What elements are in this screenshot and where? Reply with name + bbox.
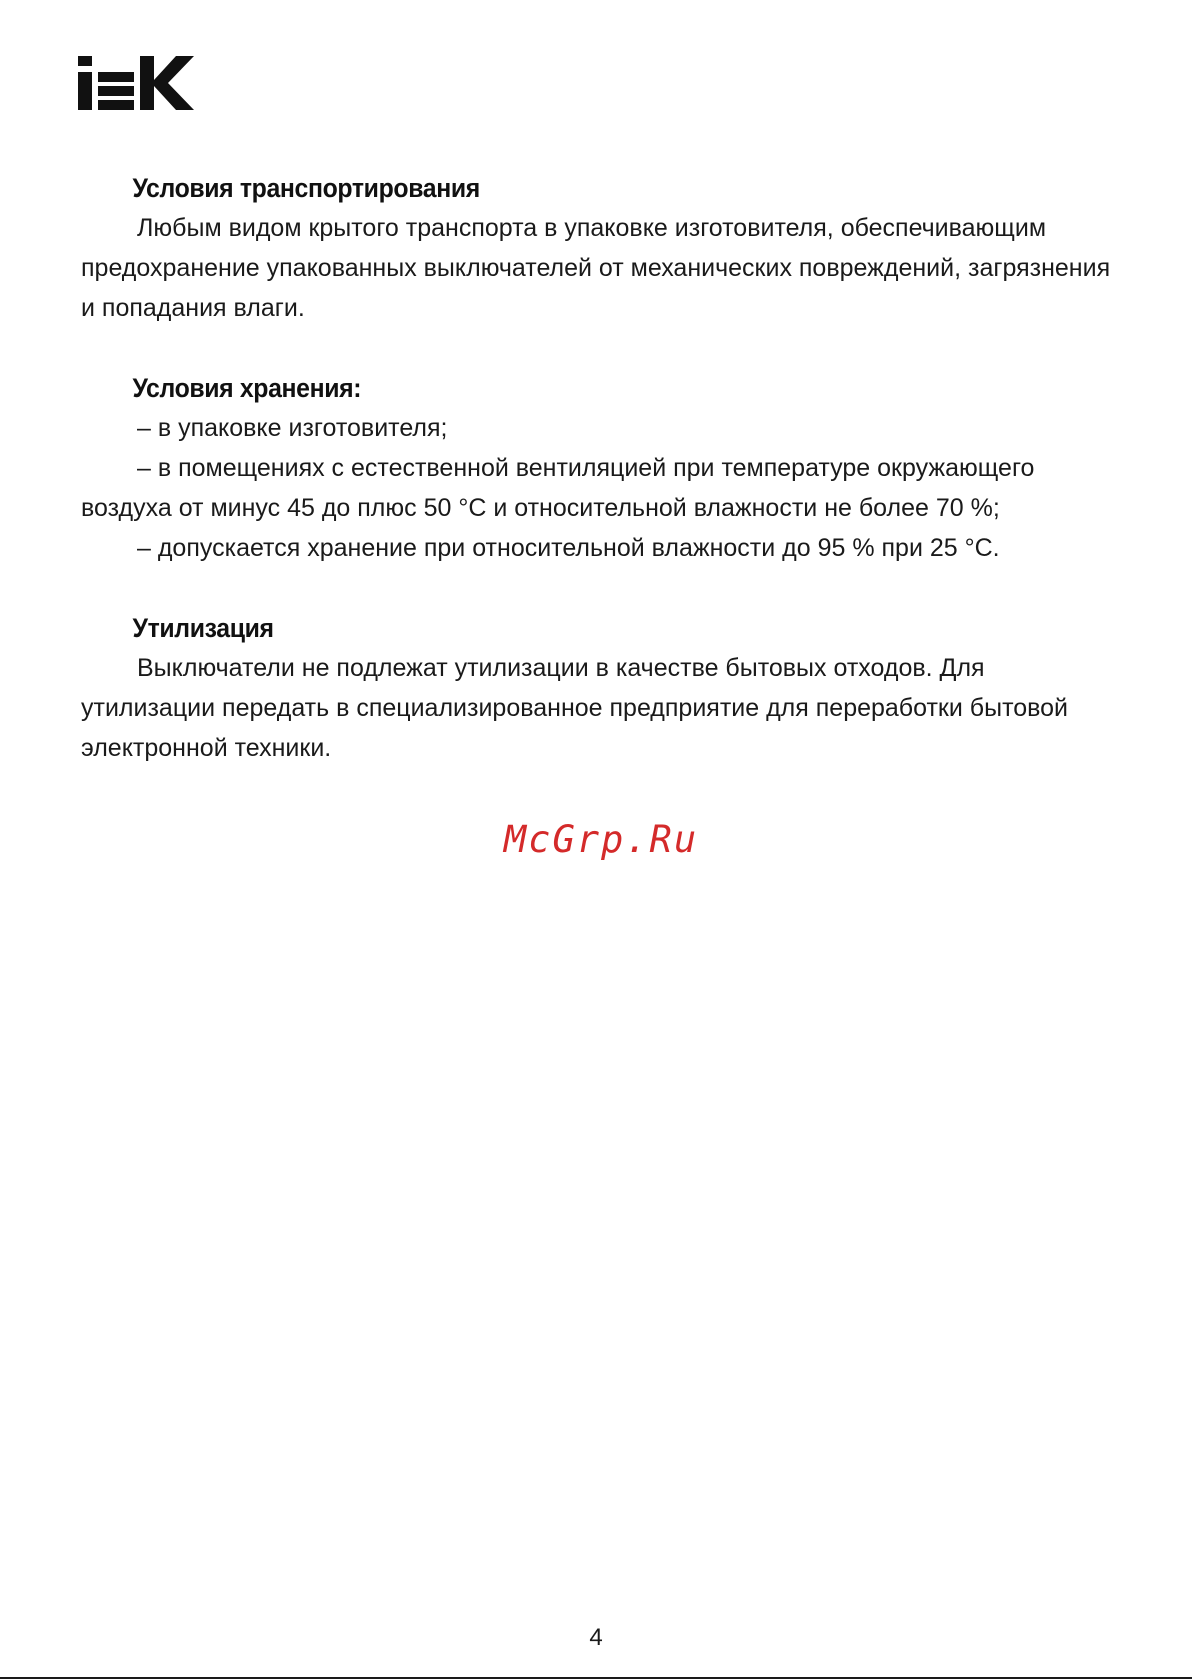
iek-logo — [78, 56, 194, 110]
page-number: 4 — [589, 1624, 603, 1651]
iek-logo-icon — [78, 56, 194, 110]
document-body — [81, 168, 1121, 808]
section-heading: Условия хранения: — [132, 373, 362, 403]
watermark: McGrp.Ru — [503, 818, 699, 861]
section-heading: Условия транспортирования — [132, 173, 480, 203]
section-paragraph: Выключатели не подлежат утилизации в качестве бытовых отходов. Для утилизации передать в специализированное предприятие для переработки бытовой электронной техники. — [81, 654, 1069, 762]
section-storage — [81, 368, 1121, 568]
section-paragraph: Любым видом крытого транспорта в упаковке изготовителя, обеспечивающим предохранение упакованных выключателей от механических повреждений, загрязнения и попадания влаги. — [81, 214, 1111, 322]
section-disposal — [81, 608, 1121, 768]
section-paragraph: – в упаковке изготовителя; — [137, 414, 448, 442]
section-paragraph: – допускается хранение при относительной влажности до 95 % при 25 °С. — [137, 534, 1000, 562]
section-transport — [81, 168, 1121, 328]
section-paragraph: – в помещениях с естественной вентиляцией при температуре окружающего воздуха от минус 45 до плюс 50 °С и относительной влажности не более 70 %; — [81, 454, 1035, 522]
section-heading: Утилизация — [132, 613, 274, 643]
